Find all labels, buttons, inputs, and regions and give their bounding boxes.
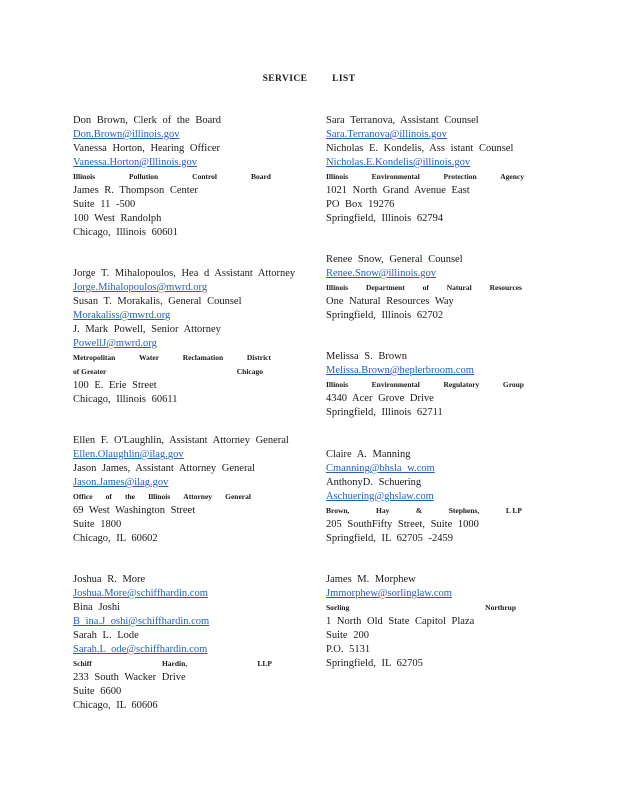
email-link[interactable]: Jason.James@ilag.gov xyxy=(73,477,169,488)
contact-block xyxy=(326,448,566,546)
organization-word: Sorling xyxy=(326,603,350,612)
contact-block xyxy=(326,253,566,323)
email-link-line xyxy=(73,448,313,462)
email-link-line xyxy=(73,337,313,351)
organization-word: Resources xyxy=(489,283,522,292)
contact-text-line: Bina Joshi xyxy=(73,602,121,613)
contact-text-line: Jason James, Assistant Attorney General xyxy=(73,463,256,474)
contact-text-line: Sara Terranova, Assistant Counsel xyxy=(326,115,479,126)
email-link-line xyxy=(326,267,566,281)
email-link-line xyxy=(326,462,566,476)
organization-word: Office xyxy=(73,492,93,501)
contact-text-line: Don Brown, Clerk of the Board xyxy=(73,115,221,126)
email-link-line xyxy=(73,615,313,629)
organization-word: Reclamation xyxy=(182,353,224,362)
email-link-line xyxy=(73,643,313,657)
organization-word: Control xyxy=(192,172,218,181)
email-link[interactable]: Renee.Snow@illinois.gov xyxy=(326,268,436,279)
organization-name xyxy=(73,170,271,184)
email-link-line xyxy=(326,490,566,504)
organization-word: General xyxy=(225,492,251,501)
email-link[interactable]: Jmmorphew@sorlinglaw.com xyxy=(326,588,452,599)
organization-word: Department xyxy=(365,283,405,292)
contact-text-line: Suite 6600 xyxy=(73,686,122,697)
contact-text-line: P.O. 5131 xyxy=(326,644,371,655)
email-link-line xyxy=(326,587,566,601)
contact-block xyxy=(73,114,313,240)
organization-word: Environmental xyxy=(371,380,420,389)
contact-text-line: Chicago, Illinois 60601 xyxy=(73,227,178,238)
organization-word: Board xyxy=(250,172,271,181)
email-link[interactable]: Sara.Terranova@illinois.gov xyxy=(326,129,447,140)
organization-word: Protection xyxy=(443,172,477,181)
contact-text-line: AnthonyD. Schuering xyxy=(326,477,422,488)
email-link-line xyxy=(326,128,566,142)
organization-word: Stephens, xyxy=(448,506,480,515)
contact-text-line: Chicago, IL 60602 xyxy=(73,533,158,544)
organization-word: Environmental xyxy=(371,172,420,181)
contact-text-line: Springfield, Illinois 62794 xyxy=(326,213,444,224)
contact-text-line: James M. Morphew xyxy=(326,574,416,585)
organization-word: Schiff xyxy=(73,659,92,668)
contact-text-line: Susan T. Morakalis, General Counsel xyxy=(73,296,242,307)
contact-block xyxy=(326,114,566,226)
email-link-line xyxy=(73,281,313,295)
contact-text-line: 69 West Washington Street xyxy=(73,505,196,516)
contact-text-line: One Natural Resources Way xyxy=(326,296,454,307)
contact-text-line: 233 South Wacker Drive xyxy=(73,672,186,683)
contact-text-line: J. Mark Powell, Senior Attorney xyxy=(73,324,221,335)
organization-word: of Greater xyxy=(73,367,107,376)
contact-text-line: Springfield, IL 62705 -2459 xyxy=(326,533,454,544)
email-link-line xyxy=(73,156,313,170)
organization-word: Northrup xyxy=(485,603,516,612)
email-link[interactable]: Jorge.Mihalopoulos@mwrd.org xyxy=(73,282,208,293)
contact-text-line: Renee Snow, General Counsel xyxy=(326,254,463,265)
organization-word: & xyxy=(415,506,423,515)
organization-word: Pollution xyxy=(129,172,159,181)
organization-word: Hardin, xyxy=(161,659,188,668)
email-link[interactable]: Vanessa.Horton@Illinois.gov xyxy=(73,157,197,168)
contact-text-line: PO Box 19276 xyxy=(326,199,395,210)
organization-name xyxy=(326,378,524,392)
organization-word: LLP xyxy=(257,659,272,668)
contact-text-line: Vanessa Horton, Hearing Officer xyxy=(73,143,221,154)
contact-text-line: 1021 North Grand Avenue East xyxy=(326,185,470,196)
email-link[interactable]: Don.Brown@illinois.gov xyxy=(73,129,180,140)
organization-word: Agency xyxy=(500,172,524,181)
contact-text-line: 205 SouthFifty Street, Suite 1000 xyxy=(326,519,479,530)
organization-name xyxy=(326,601,516,615)
organization-word: Natural xyxy=(446,283,472,292)
email-link-line xyxy=(73,476,313,490)
email-link[interactable]: Morakaliss@mwrd.org xyxy=(73,310,171,321)
organization-word: Group xyxy=(502,380,524,389)
contact-block xyxy=(73,573,313,713)
organization-word: Brown, xyxy=(326,506,350,515)
organization-word: Illinois xyxy=(326,283,349,292)
organization-word: of xyxy=(422,283,429,292)
contact-text-line: Springfield, IL 62705 xyxy=(326,658,423,669)
contact-block xyxy=(73,267,313,407)
organization-word: L LP xyxy=(505,506,522,515)
organization-word: Water xyxy=(139,353,160,362)
organization-name xyxy=(73,365,263,379)
contact-text-line: 4340 Acer Grove Drive xyxy=(326,393,434,404)
contact-text-line: Springfield, Illinois 62711 xyxy=(326,407,443,418)
contact-text-line: Claire A. Manning xyxy=(326,449,411,460)
contact-text-line: 1 North Old State Capitol Plaza xyxy=(326,616,475,627)
contact-block xyxy=(326,350,566,420)
email-link-line xyxy=(73,587,313,601)
email-link[interactable]: Cmanning@bhsla w.com xyxy=(326,463,435,474)
email-link[interactable]: Sarah.L ode@schiffhardin.com xyxy=(73,644,208,655)
organization-word: Illinois xyxy=(326,172,349,181)
organization-word: Regulatory xyxy=(443,380,480,389)
organization-word: Illinois xyxy=(326,380,349,389)
contact-text-line: Ellen F. O'Laughlin, Assistant Attorney General xyxy=(73,435,289,446)
contact-block xyxy=(326,573,566,671)
email-link-line xyxy=(73,128,313,142)
organization-name xyxy=(73,490,251,504)
organization-name xyxy=(73,351,271,365)
contact-text-line: Chicago, IL 60606 xyxy=(73,700,158,711)
organization-word: Illinois xyxy=(148,492,171,501)
organization-name xyxy=(73,657,272,671)
contact-text-line: 100 E. Erie Street xyxy=(73,380,157,391)
email-link[interactable]: Ellen.Olaughlin@ilag.gov xyxy=(73,449,184,460)
contact-text-line: Jorge T. Mihalopoulos, Hea d Assistant Attorney xyxy=(73,268,296,279)
contact-text-line: Nicholas E. Kondelis, Ass istant Counsel xyxy=(326,143,514,154)
organization-word: of xyxy=(105,492,112,501)
email-link-line xyxy=(326,156,566,170)
email-link-line xyxy=(73,309,313,323)
email-link[interactable]: Joshua.More@schiffhardin.com xyxy=(73,588,208,599)
contact-text-line: James R. Thompson Center xyxy=(73,185,198,196)
organization-word: Metropolitan xyxy=(73,353,116,362)
contact-text-line: Suite 200 xyxy=(326,630,369,641)
organization-word: the xyxy=(125,492,136,501)
email-link-line xyxy=(326,364,566,378)
contact-text-line: 100 West Randolph xyxy=(73,213,162,224)
organization-word: District xyxy=(246,353,271,362)
contact-text-line: Suite 11 -500 xyxy=(73,199,136,210)
organization-word: Attorney xyxy=(183,492,213,501)
contact-text-line: Springfield, Illinois 62702 xyxy=(326,310,444,321)
contact-text-line: Joshua R. More xyxy=(73,574,146,585)
page-title: SERVICE LIST xyxy=(262,74,356,84)
contact-text-line: Sarah L. Lode xyxy=(73,630,139,641)
organization-name xyxy=(326,281,522,295)
organization-word: Chicago xyxy=(236,367,263,376)
organization-word: Hay xyxy=(375,506,390,515)
contact-block xyxy=(73,434,313,546)
contact-text-line: Melissa S. Brown xyxy=(326,351,407,362)
organization-word: Illinois xyxy=(73,172,96,181)
organization-name xyxy=(326,170,524,184)
email-link[interactable]: PowellJ@mwrd.org xyxy=(73,338,157,349)
email-link[interactable]: Melissa.Brown@heplerbroom.com xyxy=(326,365,474,376)
contact-text-line: Chicago, Illinois 60611 xyxy=(73,394,178,405)
email-link[interactable]: B ina.J oshi@schiffhardin.com xyxy=(73,616,210,627)
contact-text-line: Suite 1800 xyxy=(73,519,122,530)
email-link[interactable]: Aschuering@ghslaw.com xyxy=(326,491,434,502)
organization-name xyxy=(326,504,522,518)
email-link[interactable]: Nicholas.E.Kondelis@illinois.gov xyxy=(326,157,471,168)
